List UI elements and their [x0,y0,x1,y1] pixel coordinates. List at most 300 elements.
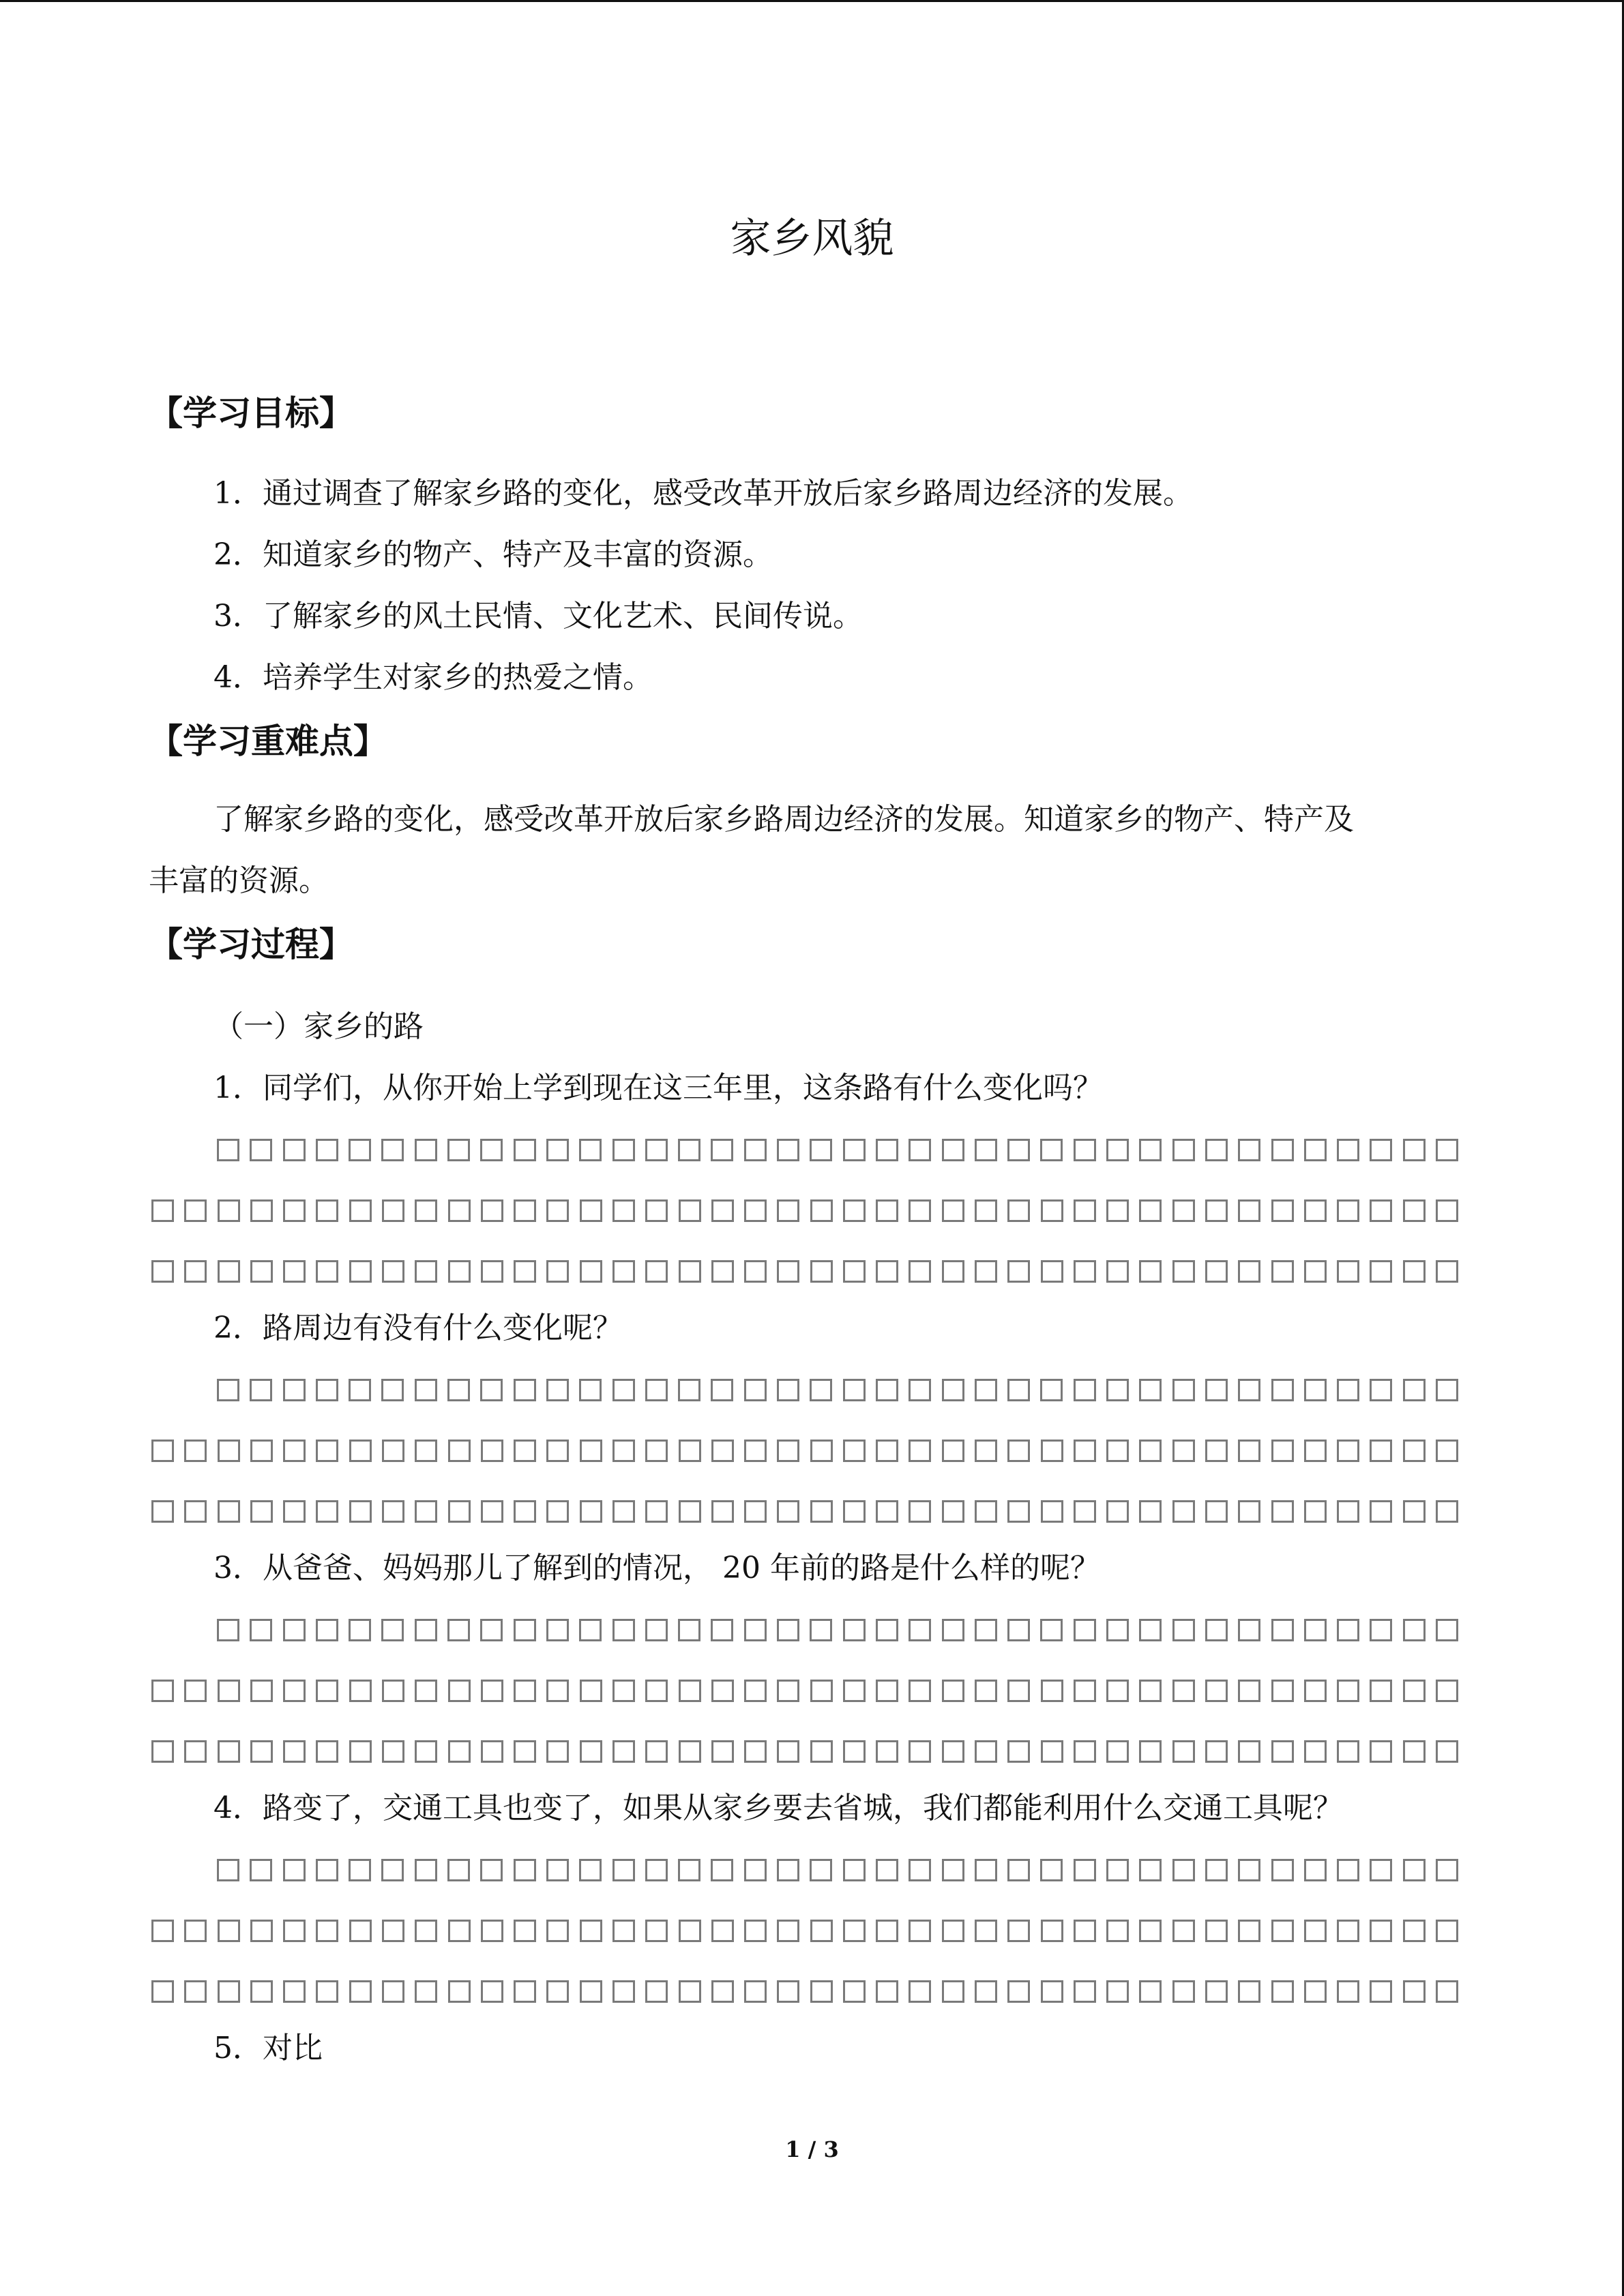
answer-box[interactable] [1403,1859,1426,1881]
answer-box[interactable] [1271,1500,1294,1523]
answer-box[interactable] [1304,1619,1327,1641]
answer-box[interactable] [1304,1920,1327,1942]
answer-box[interactable] [942,1859,964,1881]
answer-box[interactable] [514,1500,536,1523]
answer-box[interactable] [1007,1680,1030,1702]
answer-box[interactable] [810,1619,832,1641]
answer-box[interactable] [1172,1859,1195,1881]
answer-box[interactable] [777,1920,799,1942]
answer-box[interactable] [1007,1859,1030,1881]
answer-box[interactable] [1172,1199,1195,1222]
answer-box[interactable] [1403,1980,1426,2003]
answer-box[interactable] [810,1680,833,1702]
answer-box[interactable] [514,1740,536,1763]
answer-box[interactable] [217,1139,239,1161]
answer-box[interactable] [447,1619,470,1641]
answer-box[interactable] [580,1500,602,1523]
answer-box[interactable] [579,1379,602,1401]
answer-box[interactable] [250,1859,272,1881]
answer-box[interactable] [810,1920,833,1942]
answer-box[interactable] [975,1740,997,1763]
answer-box[interactable] [250,1920,273,1942]
answer-box[interactable] [1370,1920,1392,1942]
answer-box[interactable] [645,1740,668,1763]
answer-box[interactable] [151,1500,174,1523]
answer-box[interactable] [1271,1920,1294,1942]
answer-box[interactable] [382,1260,404,1283]
answer-box[interactable] [1106,1199,1129,1222]
answer-box[interactable] [1074,1680,1096,1702]
answer-box[interactable] [612,1199,635,1222]
answer-box[interactable] [1106,1980,1129,2003]
answer-box[interactable] [1238,1680,1260,1702]
answer-box[interactable] [942,1440,964,1462]
answer-box[interactable] [579,1139,602,1161]
answer-box[interactable] [612,1680,635,1702]
answer-box[interactable] [1205,1440,1228,1462]
answer-box[interactable] [250,1740,273,1763]
answer-box[interactable] [942,1199,964,1222]
answer-box[interactable] [777,1379,799,1401]
answer-box[interactable] [612,1440,635,1462]
answer-box[interactable] [415,1980,437,2003]
answer-box[interactable] [415,1859,437,1881]
answer-box[interactable] [448,1680,471,1702]
answer-box[interactable] [546,1619,569,1641]
answer-box[interactable] [1238,1260,1260,1283]
answer-box[interactable] [1436,1139,1458,1161]
answer-box[interactable] [975,1260,997,1283]
answer-box[interactable] [1370,1260,1392,1283]
answer-box[interactable] [679,1920,701,1942]
answer-box[interactable] [711,1920,734,1942]
answer-box[interactable] [876,1260,898,1283]
answer-box[interactable] [1205,1619,1228,1641]
answer-box[interactable] [250,1980,273,2003]
answer-box[interactable] [250,1680,273,1702]
answer-box[interactable] [777,1619,799,1641]
answer-box[interactable] [1304,1139,1327,1161]
answer-box[interactable] [711,1139,733,1161]
answer-box[interactable] [580,1980,602,2003]
answer-box[interactable] [612,1740,635,1763]
answer-box-row[interactable] [151,1678,1458,1705]
answer-box[interactable] [1238,1740,1260,1763]
answer-box[interactable] [711,1260,734,1283]
answer-box[interactable] [744,1920,767,1942]
answer-box[interactable] [909,1740,931,1763]
answer-box[interactable] [876,1199,898,1222]
answer-box[interactable] [744,1740,767,1763]
answer-box[interactable] [1304,1740,1327,1763]
answer-box[interactable] [711,1199,734,1222]
answer-box[interactable] [810,1440,833,1462]
answer-box[interactable] [184,1980,207,2003]
answer-box[interactable] [151,1920,174,1942]
answer-box[interactable] [679,1980,701,2003]
answer-box[interactable] [1041,1920,1063,1942]
answer-box[interactable] [1271,1619,1294,1641]
answer-box[interactable] [942,1260,964,1283]
answer-box[interactable] [514,1260,536,1283]
answer-box[interactable] [1271,1980,1294,2003]
answer-box[interactable] [1007,1920,1030,1942]
answer-box[interactable] [184,1680,207,1702]
answer-box[interactable] [448,1740,471,1763]
answer-box[interactable] [1074,1139,1096,1161]
answer-box[interactable] [810,1980,833,2003]
answer-box[interactable] [1139,1260,1162,1283]
answer-box[interactable] [1370,1440,1392,1462]
answer-box[interactable] [777,1500,799,1523]
answer-box[interactable] [580,1199,602,1222]
answer-box[interactable] [744,1260,767,1283]
answer-box[interactable] [283,1139,306,1161]
answer-box[interactable] [514,1199,536,1222]
answer-box[interactable] [217,1619,239,1641]
answer-box[interactable] [316,1440,338,1462]
answer-box[interactable] [382,1199,404,1222]
answer-box[interactable] [349,1199,372,1222]
answer-box[interactable] [1337,1260,1359,1283]
answer-box[interactable] [217,1859,239,1881]
answer-box[interactable] [975,1440,997,1462]
answer-box[interactable] [481,1680,503,1702]
answer-box[interactable] [349,1440,372,1462]
answer-box[interactable] [316,1619,338,1641]
answer-box[interactable] [1337,1379,1359,1401]
answer-box[interactable] [151,1199,174,1222]
answer-box[interactable] [1403,1680,1426,1702]
answer-box[interactable] [612,1619,635,1641]
answer-box[interactable] [1238,1379,1260,1401]
answer-box[interactable] [1172,1260,1195,1283]
answer-box[interactable] [1370,1740,1392,1763]
answer-box[interactable] [909,1379,931,1401]
answer-box[interactable] [876,1440,898,1462]
answer-box[interactable] [810,1379,832,1401]
answer-box[interactable] [382,1440,404,1462]
answer-box-row[interactable] [217,1377,1458,1404]
answer-box[interactable] [711,1740,734,1763]
answer-box-row[interactable] [217,1137,1458,1164]
answer-box[interactable] [744,1980,767,2003]
answer-box-row[interactable] [151,1498,1458,1525]
answer-box[interactable] [1304,1859,1327,1881]
answer-box[interactable] [942,1980,964,2003]
answer-box[interactable] [711,1440,734,1462]
answer-box[interactable] [1139,1859,1162,1881]
answer-box[interactable] [381,1619,404,1641]
answer-box[interactable] [316,1680,338,1702]
answer-box[interactable] [1337,1199,1359,1222]
answer-box-row[interactable] [151,1258,1458,1285]
answer-box[interactable] [1337,1920,1359,1942]
answer-box[interactable] [546,1260,569,1283]
answer-box[interactable] [546,1500,569,1523]
answer-box[interactable] [1271,1260,1294,1283]
answer-box[interactable] [711,1680,734,1702]
answer-box-row[interactable] [151,1738,1458,1765]
answer-box[interactable] [975,1139,997,1161]
answer-box[interactable] [843,1859,866,1881]
answer-box[interactable] [415,1199,437,1222]
answer-box[interactable] [1106,1500,1129,1523]
answer-box[interactable] [1172,1680,1195,1702]
answer-box[interactable] [448,1440,471,1462]
answer-box[interactable] [151,1980,174,2003]
answer-box[interactable] [1041,1680,1063,1702]
answer-box[interactable] [975,1680,997,1702]
answer-box[interactable] [415,1920,437,1942]
answer-box[interactable] [679,1500,701,1523]
answer-box[interactable] [1139,1199,1162,1222]
answer-box[interactable] [1436,1379,1458,1401]
answer-box[interactable] [1436,1680,1458,1702]
answer-box[interactable] [1370,1859,1392,1881]
answer-box[interactable] [1436,1260,1458,1283]
answer-box[interactable] [546,1980,569,2003]
answer-box[interactable] [909,1199,931,1222]
answer-box[interactable] [283,1500,306,1523]
answer-box[interactable] [843,1980,866,2003]
answer-box-row[interactable] [151,1197,1458,1225]
answer-box[interactable] [1271,1379,1294,1401]
answer-box[interactable] [448,1920,471,1942]
answer-box[interactable] [218,1740,240,1763]
answer-box[interactable] [448,1199,471,1222]
answer-box[interactable] [316,1199,338,1222]
answer-box[interactable] [909,1680,931,1702]
answer-box[interactable] [546,1920,569,1942]
answer-box[interactable] [1205,1920,1228,1942]
answer-box[interactable] [349,1740,372,1763]
answer-box[interactable] [1007,1980,1030,2003]
answer-box[interactable] [942,1500,964,1523]
answer-box[interactable] [283,1920,306,1942]
answer-box[interactable] [481,1500,503,1523]
answer-box[interactable] [1436,1980,1458,2003]
answer-box[interactable] [481,1260,503,1283]
answer-box[interactable] [975,1199,997,1222]
answer-box[interactable] [316,1500,338,1523]
answer-box[interactable] [316,1139,338,1161]
answer-box[interactable] [1304,1199,1327,1222]
answer-box[interactable] [1205,1379,1228,1401]
answer-box[interactable] [744,1199,767,1222]
answer-box[interactable] [876,1680,898,1702]
answer-box[interactable] [1337,1500,1359,1523]
answer-box[interactable] [1403,1440,1426,1462]
answer-box[interactable] [316,1920,338,1942]
answer-box[interactable] [218,1680,240,1702]
answer-box[interactable] [218,1199,240,1222]
answer-box[interactable] [1271,1740,1294,1763]
answer-box[interactable] [415,1619,437,1641]
answer-box[interactable] [283,1199,306,1222]
answer-box[interactable] [1074,1859,1096,1881]
answer-box[interactable] [415,1260,437,1283]
answer-box[interactable] [1205,1500,1228,1523]
answer-box[interactable] [481,1920,503,1942]
answer-box[interactable] [909,1980,931,2003]
answer-box[interactable] [777,1440,799,1462]
answer-box[interactable] [645,1619,668,1641]
answer-box[interactable] [1304,1260,1327,1283]
answer-box[interactable] [1436,1500,1458,1523]
answer-box[interactable] [349,1139,371,1161]
answer-box[interactable] [1403,1199,1426,1222]
answer-box[interactable] [777,1260,799,1283]
answer-box[interactable] [711,1980,734,2003]
answer-box[interactable] [382,1740,404,1763]
answer-box[interactable] [1074,1619,1096,1641]
answer-box[interactable] [843,1139,866,1161]
answer-box[interactable] [1172,1500,1195,1523]
answer-box[interactable] [546,1740,569,1763]
answer-box[interactable] [1106,1680,1129,1702]
answer-box[interactable] [316,1859,338,1881]
answer-box[interactable] [448,1980,471,2003]
answer-box[interactable] [711,1379,733,1401]
answer-box[interactable] [1041,1260,1063,1283]
answer-box[interactable] [1139,1379,1162,1401]
answer-box[interactable] [1106,1859,1129,1881]
answer-box[interactable] [1074,1500,1096,1523]
answer-box[interactable] [645,1920,668,1942]
answer-box[interactable] [1403,1740,1426,1763]
answer-box[interactable] [1205,1980,1228,2003]
answer-box[interactable] [1238,1440,1260,1462]
answer-box[interactable] [612,1980,635,2003]
answer-box[interactable] [909,1260,931,1283]
answer-box[interactable] [1370,1199,1392,1222]
answer-box[interactable] [777,1139,799,1161]
answer-box[interactable] [1172,1920,1195,1942]
answer-box[interactable] [1205,1260,1228,1283]
answer-box[interactable] [1007,1619,1030,1641]
answer-box[interactable] [1139,1740,1162,1763]
answer-box[interactable] [843,1440,866,1462]
answer-box[interactable] [349,1260,372,1283]
answer-box[interactable] [1007,1260,1030,1283]
answer-box[interactable] [1337,1859,1359,1881]
answer-box[interactable] [316,1260,338,1283]
answer-box[interactable] [514,1379,536,1401]
answer-box[interactable] [580,1920,602,1942]
answer-box[interactable] [546,1680,569,1702]
answer-box[interactable] [679,1260,701,1283]
answer-box[interactable] [349,1859,371,1881]
answer-box[interactable] [580,1740,602,1763]
answer-box[interactable] [1007,1500,1030,1523]
answer-box[interactable] [1172,1980,1195,2003]
answer-box[interactable] [678,1139,700,1161]
answer-box[interactable] [184,1500,207,1523]
answer-box[interactable] [777,1980,799,2003]
answer-box[interactable] [843,1619,866,1641]
answer-box[interactable] [1403,1500,1426,1523]
answer-box[interactable] [909,1139,931,1161]
answer-box[interactable] [1238,1139,1260,1161]
answer-box[interactable] [448,1260,471,1283]
answer-box[interactable] [1074,1980,1096,2003]
answer-box[interactable] [810,1500,833,1523]
answer-box[interactable] [843,1920,866,1942]
answer-box[interactable] [1074,1260,1096,1283]
answer-box[interactable] [942,1740,964,1763]
answer-box[interactable] [678,1859,700,1881]
answer-box[interactable] [1139,1500,1162,1523]
answer-box[interactable] [250,1619,272,1641]
answer-box[interactable] [1403,1139,1426,1161]
answer-box[interactable] [1074,1199,1096,1222]
answer-box[interactable] [283,1379,306,1401]
answer-box[interactable] [1040,1859,1063,1881]
answer-box[interactable] [975,1920,997,1942]
answer-box[interactable] [744,1619,767,1641]
answer-box[interactable] [744,1379,767,1401]
answer-box[interactable] [1172,1740,1195,1763]
answer-box[interactable] [184,1260,207,1283]
answer-box[interactable] [645,1980,668,2003]
answer-box[interactable] [876,1379,898,1401]
answer-box[interactable] [447,1859,470,1881]
answer-box[interactable] [679,1680,701,1702]
answer-box[interactable] [349,1619,371,1641]
answer-box[interactable] [843,1500,866,1523]
answer-box[interactable] [876,1139,898,1161]
answer-box[interactable] [645,1680,668,1702]
answer-box[interactable] [381,1859,404,1881]
answer-box[interactable] [975,1980,997,2003]
answer-box[interactable] [546,1440,569,1462]
answer-box[interactable] [381,1379,404,1401]
answer-box[interactable] [645,1440,668,1462]
answer-box[interactable] [415,1379,437,1401]
answer-box[interactable] [612,1920,635,1942]
answer-box[interactable] [250,1440,273,1462]
answer-box[interactable] [678,1379,700,1401]
answer-box[interactable] [1205,1680,1228,1702]
answer-box[interactable] [1007,1199,1030,1222]
answer-box[interactable] [1139,1680,1162,1702]
answer-box[interactable] [843,1260,866,1283]
answer-box[interactable] [876,1980,898,2003]
answer-box[interactable] [1007,1379,1030,1401]
answer-box[interactable] [382,1920,404,1942]
answer-box[interactable] [283,1980,306,2003]
answer-box[interactable] [1040,1139,1063,1161]
answer-box[interactable] [316,1980,338,2003]
answer-box[interactable] [975,1500,997,1523]
answer-box[interactable] [942,1139,964,1161]
answer-box[interactable] [645,1379,668,1401]
answer-box[interactable] [1436,1619,1458,1641]
answer-box[interactable] [810,1859,832,1881]
answer-box[interactable] [810,1260,833,1283]
answer-box[interactable] [1139,1139,1162,1161]
answer-box[interactable] [546,1199,569,1222]
answer-box[interactable] [1436,1440,1458,1462]
answer-box[interactable] [480,1619,503,1641]
answer-box[interactable] [645,1859,668,1881]
answer-box[interactable] [1436,1740,1458,1763]
answer-box[interactable] [1205,1139,1228,1161]
answer-box[interactable] [744,1859,767,1881]
answer-box[interactable] [250,1500,273,1523]
answer-box[interactable] [480,1859,503,1881]
